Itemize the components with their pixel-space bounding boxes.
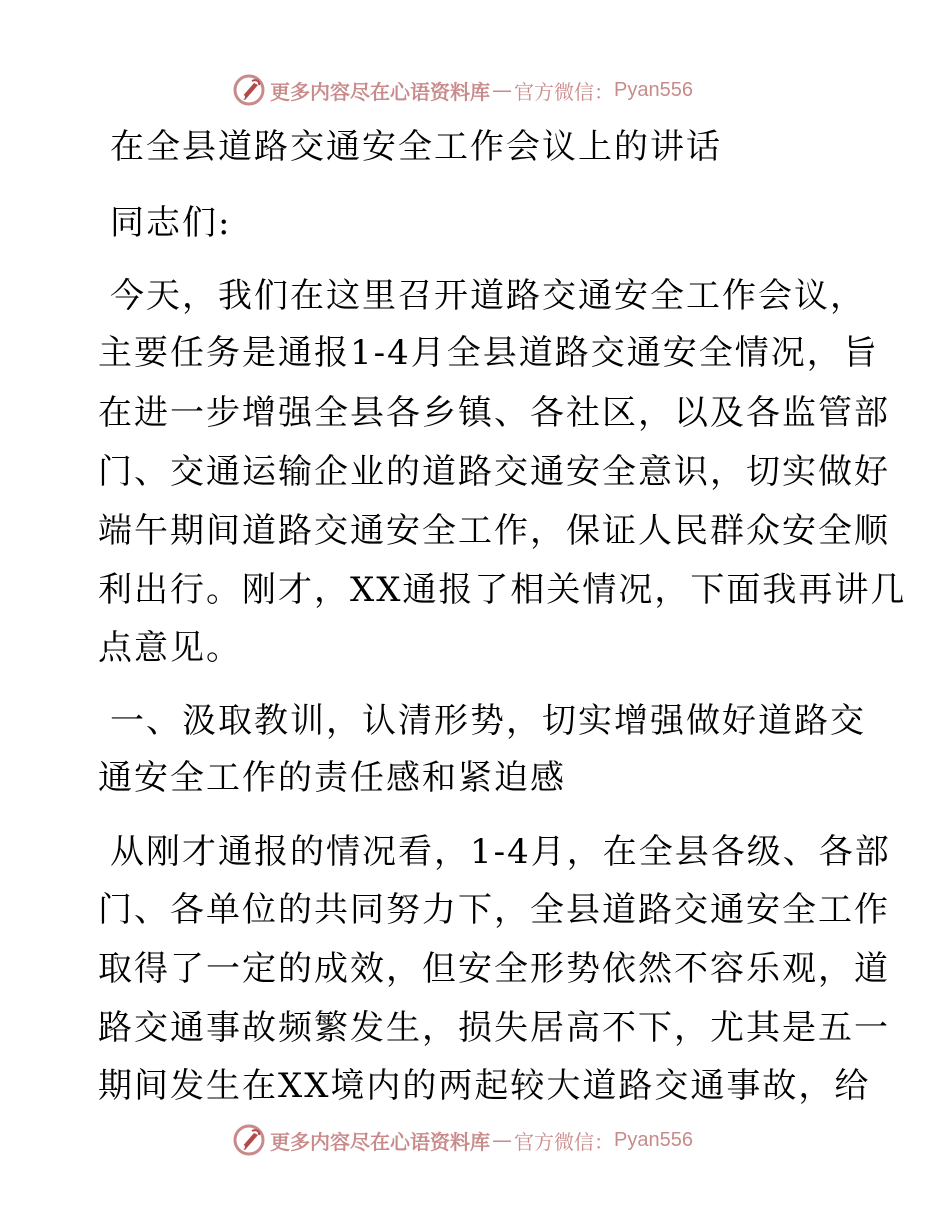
section-heading-line: 一、汲取教训，认清形势，切实增强做好道路交 <box>110 701 866 741</box>
paragraph2-line: 从刚才通报的情况看，1-4月，在全县各级、各部 <box>110 832 891 872</box>
paragraph1-line: 主要任务是通报1-4月全县道路交通安全情况，旨 <box>98 333 879 373</box>
watermark-separator: — <box>492 78 512 102</box>
watermark-separator: — <box>492 1128 512 1152</box>
paragraph2-line: 取得了一定的成效，但安全形势依然不容乐观，道 <box>98 949 890 989</box>
paragraph1-line: 在进一步增强全县各乡镇、各社区，以及各监管部 <box>98 393 890 433</box>
document-title: 在全县道路交通安全工作会议上的讲话 <box>110 127 722 167</box>
section-heading-line: 通安全工作的责任感和紧迫感 <box>98 758 566 798</box>
watermark-id: Pyan556 <box>614 78 693 101</box>
paragraph1-line: 端午期间道路交通安全工作，保证人民群众安全顺 <box>98 511 890 551</box>
watermark-id: Pyan556 <box>614 1128 693 1151</box>
paragraph2-line: 门、各单位的共同努力下，全县道路交通安全工作 <box>98 890 890 930</box>
watermark-text: 更多内容尽在心语资料库 <box>270 79 490 104</box>
watermark-official: 官方微信： <box>514 1129 614 1154</box>
paragraph1-line: 今天，我们在这里召开道路交通安全工作会议， <box>110 276 866 316</box>
paragraph1-line: 门、交通运输企业的道路交通安全意识，切实做好 <box>98 452 890 492</box>
paragraph2-line: 路交通事故频繁发生，损失居高不下，尤其是五一 <box>98 1008 890 1048</box>
watermark-logo-icon <box>232 1123 266 1157</box>
watermark-text: 更多内容尽在心语资料库 <box>270 1129 490 1154</box>
watermark-logo-icon <box>232 73 266 107</box>
paragraph1-line: 点意见。 <box>98 628 242 668</box>
watermark-banner-bottom <box>232 1120 732 1160</box>
paragraph1-line: 利出行。刚才，XX通报了相关情况，下面我再讲几 <box>98 570 907 610</box>
watermark-official: 官方微信： <box>514 79 614 104</box>
watermark-banner-top <box>232 70 732 110</box>
salutation: 同志们: <box>110 203 232 243</box>
paragraph2-line: 期间发生在XX境内的两起较大道路交通事故，给 <box>98 1066 871 1106</box>
